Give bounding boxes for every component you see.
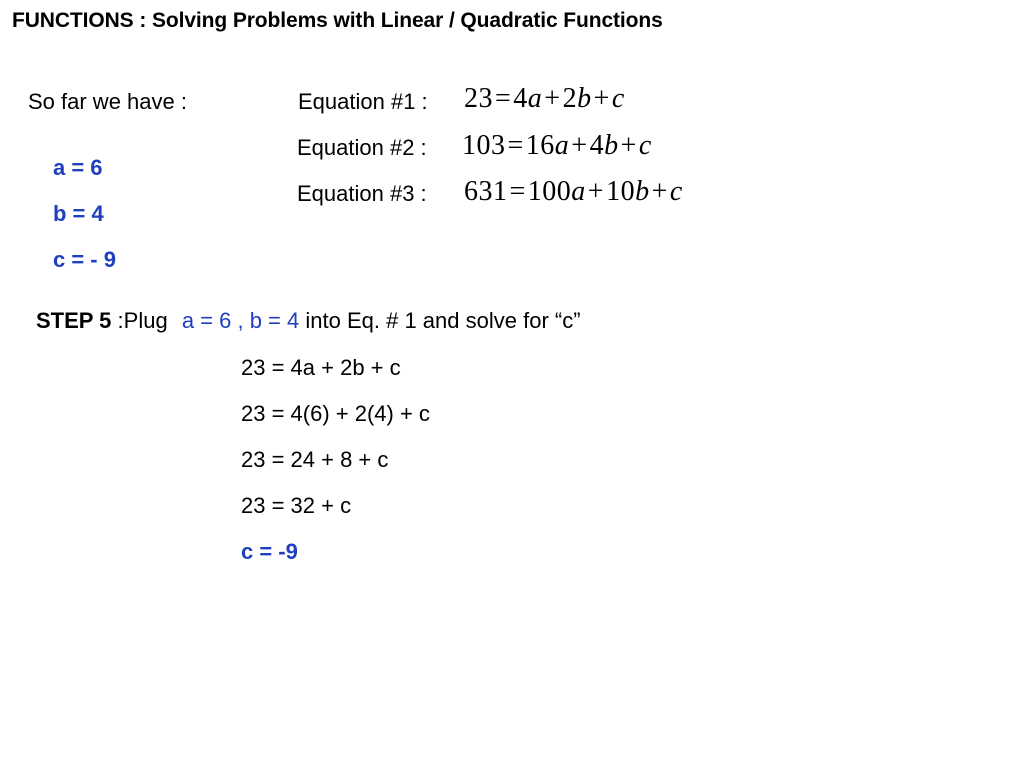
equation-1-lhs: 23: [464, 83, 493, 114]
equation-3-coef-a: 100: [527, 176, 572, 207]
equation-2-coef-a: 16: [525, 130, 555, 161]
work-line-4: 23 = 32 + c: [241, 493, 352, 518]
step-prefix: :Plug: [117, 308, 168, 333]
equation-3-var-c: c: [669, 176, 683, 207]
equation-1-var-b: b: [577, 83, 592, 114]
known-value-b: b = 4: [53, 201, 104, 226]
equation-2-lhs: 103: [462, 130, 506, 161]
equation-3-var-b: b: [635, 176, 650, 207]
step-highlight: a = 6 , b = 4: [181, 308, 300, 333]
equation-3-label: Equation #3 :: [297, 181, 427, 206]
equation-1-coef-b: 2: [562, 83, 578, 114]
step-label: STEP 5: [36, 308, 112, 333]
equation-1-coef-a: 4: [513, 83, 528, 114]
work-line-2: 23 = 4(6) + 2(4) + c: [241, 401, 430, 426]
equation-3-lhs: 631: [464, 176, 508, 207]
equation-1-label: Equation #1 :: [298, 89, 428, 114]
equation-2-label: Equation #2 :: [297, 135, 427, 160]
equation-3-coef-b: 10: [606, 176, 636, 207]
known-value-a: a = 6: [53, 155, 103, 180]
equation-2-var-a: a: [554, 130, 570, 161]
step-instruction: [36, 308, 581, 334]
step-suffix: into Eq. # 1 and solve for “c”: [305, 308, 581, 333]
equation-1-expression: 23=4a+2b+c: [464, 83, 625, 114]
work-line-3: 23 = 24 + 8 + c: [241, 447, 389, 472]
known-value-c: c = - 9: [53, 247, 116, 272]
equation-2-coef-b: 4: [589, 130, 605, 161]
so-far-label: So far we have :: [28, 89, 187, 114]
equation-2-expression: 103=16a+4b+c: [462, 130, 652, 161]
equation-2-var-b: b: [604, 130, 619, 161]
equation-2-var-c: c: [638, 130, 652, 161]
result-value: c = -9: [241, 539, 298, 564]
equation-1-var-c: c: [611, 83, 625, 114]
equation-3-expression: 631=100a+10b+c: [464, 176, 683, 207]
equation-1-var-a: a: [527, 83, 543, 114]
page-title: FUNCTIONS : Solving Problems with Linear / Quadratic Functions: [12, 9, 663, 32]
equation-3-var-a: a: [571, 176, 586, 207]
work-line-1: 23 = 4a + 2b + c: [241, 355, 401, 380]
